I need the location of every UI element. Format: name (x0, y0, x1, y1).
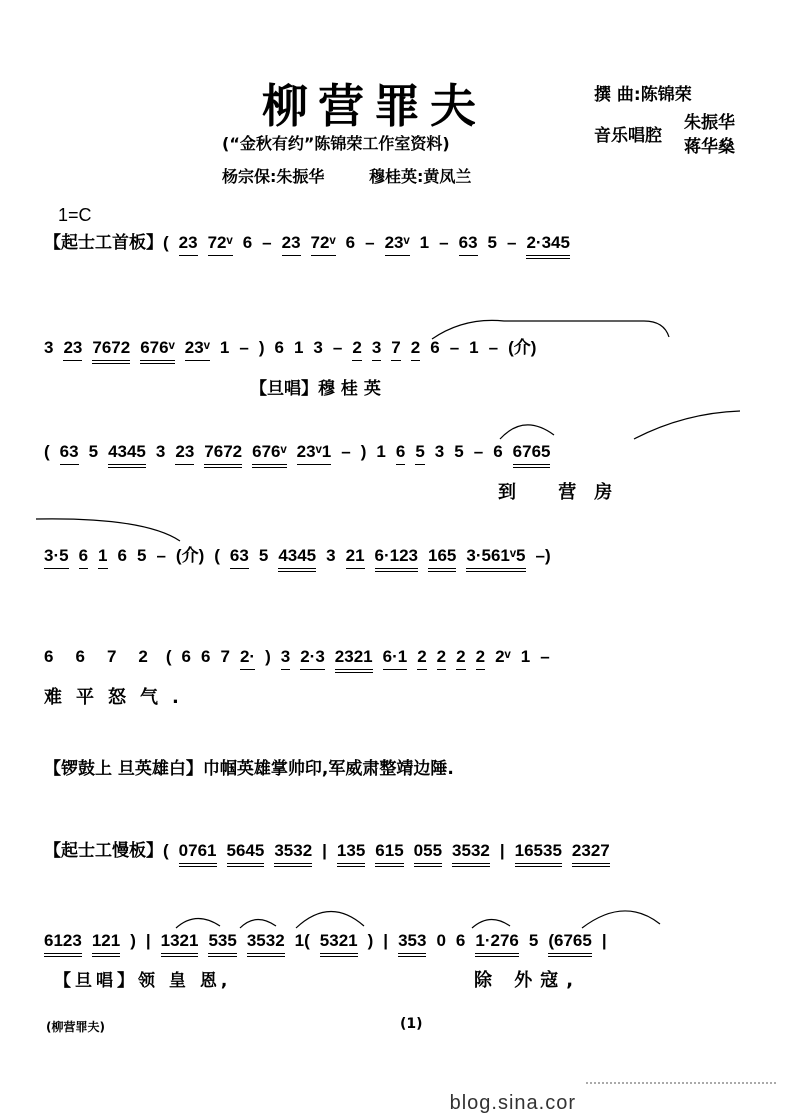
notation-line (44, 930, 750, 957)
key-signature: 1=C (58, 205, 92, 225)
note-group: 3532 (274, 840, 312, 867)
dash: – (488, 338, 499, 357)
note-group: 23ᵛ (385, 232, 410, 256)
note-group: 676ᵛ (140, 337, 175, 364)
note: 6 (242, 233, 253, 252)
dash: – (341, 442, 351, 461)
note: 3 (326, 546, 336, 565)
note: 7 (220, 647, 230, 666)
note: 3 (434, 442, 445, 461)
barline: | (145, 931, 151, 950)
barline: | (601, 931, 607, 950)
bracket: ( (165, 647, 172, 666)
section-label: 【起士工慢板】( (44, 841, 169, 860)
note-group: 6·123 (375, 545, 418, 572)
notation-line (44, 646, 750, 673)
note: 2 (138, 647, 148, 666)
dash: – (507, 233, 517, 252)
barline: | (499, 841, 505, 860)
note: 2 (437, 646, 446, 670)
note: 1 (376, 442, 386, 461)
notation-line (44, 232, 750, 259)
lyric-label-row-7: 【旦唱】领 皇 恩, (54, 971, 232, 991)
note-group: 23ᵛ1 (297, 441, 332, 465)
bracket: ( (44, 442, 50, 461)
dash: – (332, 338, 343, 357)
note-group: 21 (346, 545, 365, 569)
note: 6 (201, 647, 211, 666)
source-note: (“金秋有约”陈锦荣工作室资料) (222, 134, 450, 153)
note: 5 (487, 233, 497, 252)
note-group: 353 (398, 930, 426, 957)
note: 0 (436, 931, 446, 950)
note: 3 (281, 646, 290, 670)
note-group: 055 (414, 840, 442, 867)
interlude-mark: (介) (175, 546, 205, 565)
lyric-row-5: 难平怒气. (44, 687, 193, 708)
note-group: 6765 (513, 441, 551, 468)
page-number: (1) (400, 1016, 423, 1032)
note-group: 676ᵛ (252, 441, 287, 468)
dash: – (449, 338, 460, 357)
dash: – (365, 233, 375, 252)
note-group: 0761 (179, 840, 217, 867)
vocal-credit-name-1: 朱振华 (684, 113, 735, 133)
note-group: 7672 (92, 337, 130, 364)
note: 6 (181, 647, 192, 666)
bracket: ) (360, 442, 367, 461)
note: 5 (528, 931, 539, 950)
bracket: ) (367, 931, 374, 950)
note: 1 (219, 338, 230, 357)
dash: –) (535, 546, 551, 565)
note: 3 (155, 442, 166, 461)
score-row-1 (44, 232, 750, 268)
note-group: 72ᵛ (311, 232, 336, 256)
barline: | (322, 841, 327, 860)
note-group: 23 (179, 232, 198, 256)
note: 5 (454, 442, 464, 461)
note-group: 63 (459, 232, 478, 256)
dash: – (239, 338, 249, 357)
notation-line (44, 441, 750, 468)
dash: – (156, 546, 166, 565)
note: 6 (44, 647, 54, 666)
page-title: 柳营罪夫 (262, 79, 486, 133)
footer-title: (柳营罪夫) (46, 1020, 105, 1034)
note-group: 2321 (335, 646, 373, 673)
notation-line (44, 337, 750, 364)
barline: | (383, 931, 389, 950)
note: 2 (456, 646, 465, 670)
note: 2 (411, 337, 420, 361)
note-group: 1321 (161, 930, 199, 957)
section-label: 【起士工首板】( (44, 233, 169, 252)
note: 5 (258, 546, 269, 565)
note: 1 (293, 338, 304, 357)
lyric-row-3: 到 营房 (498, 482, 631, 503)
note: 5 (88, 442, 99, 461)
note-group: 63 (230, 545, 249, 569)
note: 3 (44, 338, 54, 357)
score-row-6 (44, 840, 750, 876)
note: 6 (117, 546, 127, 565)
note: 2 (417, 646, 426, 670)
note-group: 1·276 (475, 930, 518, 957)
notation-line (44, 840, 750, 867)
note: 7 (106, 647, 117, 666)
note-group: 23ᵛ (185, 337, 210, 361)
note-group: 23 (175, 441, 194, 465)
note: 3 (372, 337, 381, 361)
note: 6 (79, 545, 88, 569)
note-group: (6765 (548, 930, 591, 957)
interlude-mark: (介) (508, 338, 537, 357)
note: 2 (476, 646, 485, 670)
note: 1 (469, 338, 479, 357)
score-row-3 (44, 441, 750, 477)
note: 1 (98, 545, 107, 569)
note: 6 (455, 931, 466, 950)
watermark: blog.sina.cor (449, 1092, 576, 1114)
note-group: 6123 (44, 930, 82, 957)
note-group: 16535 (515, 840, 562, 867)
note-group: 7672 (204, 441, 242, 468)
note-group: 4345 (108, 441, 146, 468)
note-group: 121 (92, 930, 120, 957)
note-group: 4345 (278, 545, 316, 572)
score-row-5 (44, 646, 750, 682)
note-group: 535 (208, 930, 236, 957)
dash: – (473, 442, 484, 461)
score-row-7 (44, 930, 750, 966)
spoken-line: 【锣鼓上 旦英雄白】巾帼英雄掌帅印,军威肃整靖边陲. (44, 759, 454, 779)
note-group: 72ᵛ (208, 232, 233, 256)
note: 2ᵛ (495, 647, 511, 666)
vocal-credit-label: 音乐唱腔 (594, 126, 662, 146)
note-group: 63 (60, 441, 79, 465)
note: 5 (415, 441, 424, 465)
note-group: 3532 (452, 840, 490, 867)
note-group: 2327 (572, 840, 610, 867)
score-row-2 (44, 337, 750, 373)
dash: – (540, 647, 550, 666)
note-group: 6·1 (383, 646, 408, 670)
note-group: 5321 (320, 930, 358, 957)
lyric-label-row-2: 【旦唱】穆 桂 英 (250, 379, 381, 399)
note: 6 (430, 338, 440, 357)
note: 6 (493, 442, 503, 461)
note: 7 (391, 337, 400, 361)
note-group: 3·561ᵛ5 (466, 545, 525, 572)
note-group: 3532 (247, 930, 285, 957)
note: 6 (396, 441, 405, 465)
note: 1( (294, 931, 310, 950)
note: 1 (520, 647, 531, 666)
composer-credit: 撰 曲:陈锦荣 (594, 85, 692, 105)
note: 3 (313, 338, 323, 357)
bracket: ) (130, 931, 136, 950)
note: 5 (136, 546, 147, 565)
note-group: 2·3 (300, 646, 325, 670)
vocal-credit-name-2: 蒋华燊 (684, 137, 735, 157)
cast-list: 杨宗保:朱振华 穆桂英:黄凤兰 (222, 167, 472, 186)
note: 6 (274, 338, 284, 357)
bracket: ( (214, 546, 220, 565)
watermark-rule (586, 1082, 776, 1084)
note-group: 5645 (227, 840, 265, 867)
bracket: ) (265, 647, 271, 666)
note-group: 23 (63, 337, 82, 361)
dash: – (262, 233, 272, 252)
note: 1 (419, 233, 430, 252)
note-group: 165 (428, 545, 456, 572)
note: 6 (75, 647, 85, 666)
score-row-4 (44, 545, 750, 581)
bracket: ) (258, 338, 265, 357)
note-group: 2·345 (526, 232, 569, 259)
note-group: 615 (375, 840, 403, 867)
notation-line (44, 545, 750, 572)
note-group: 135 (337, 840, 365, 867)
note: 2 (352, 337, 361, 361)
dash: – (439, 233, 449, 252)
lyric-row-7: 除 外寇, (474, 970, 582, 991)
note-group: 23 (282, 232, 301, 256)
note: 6 (345, 233, 356, 252)
note-group: 2· (240, 646, 255, 670)
note-group: 3·5 (44, 545, 69, 569)
